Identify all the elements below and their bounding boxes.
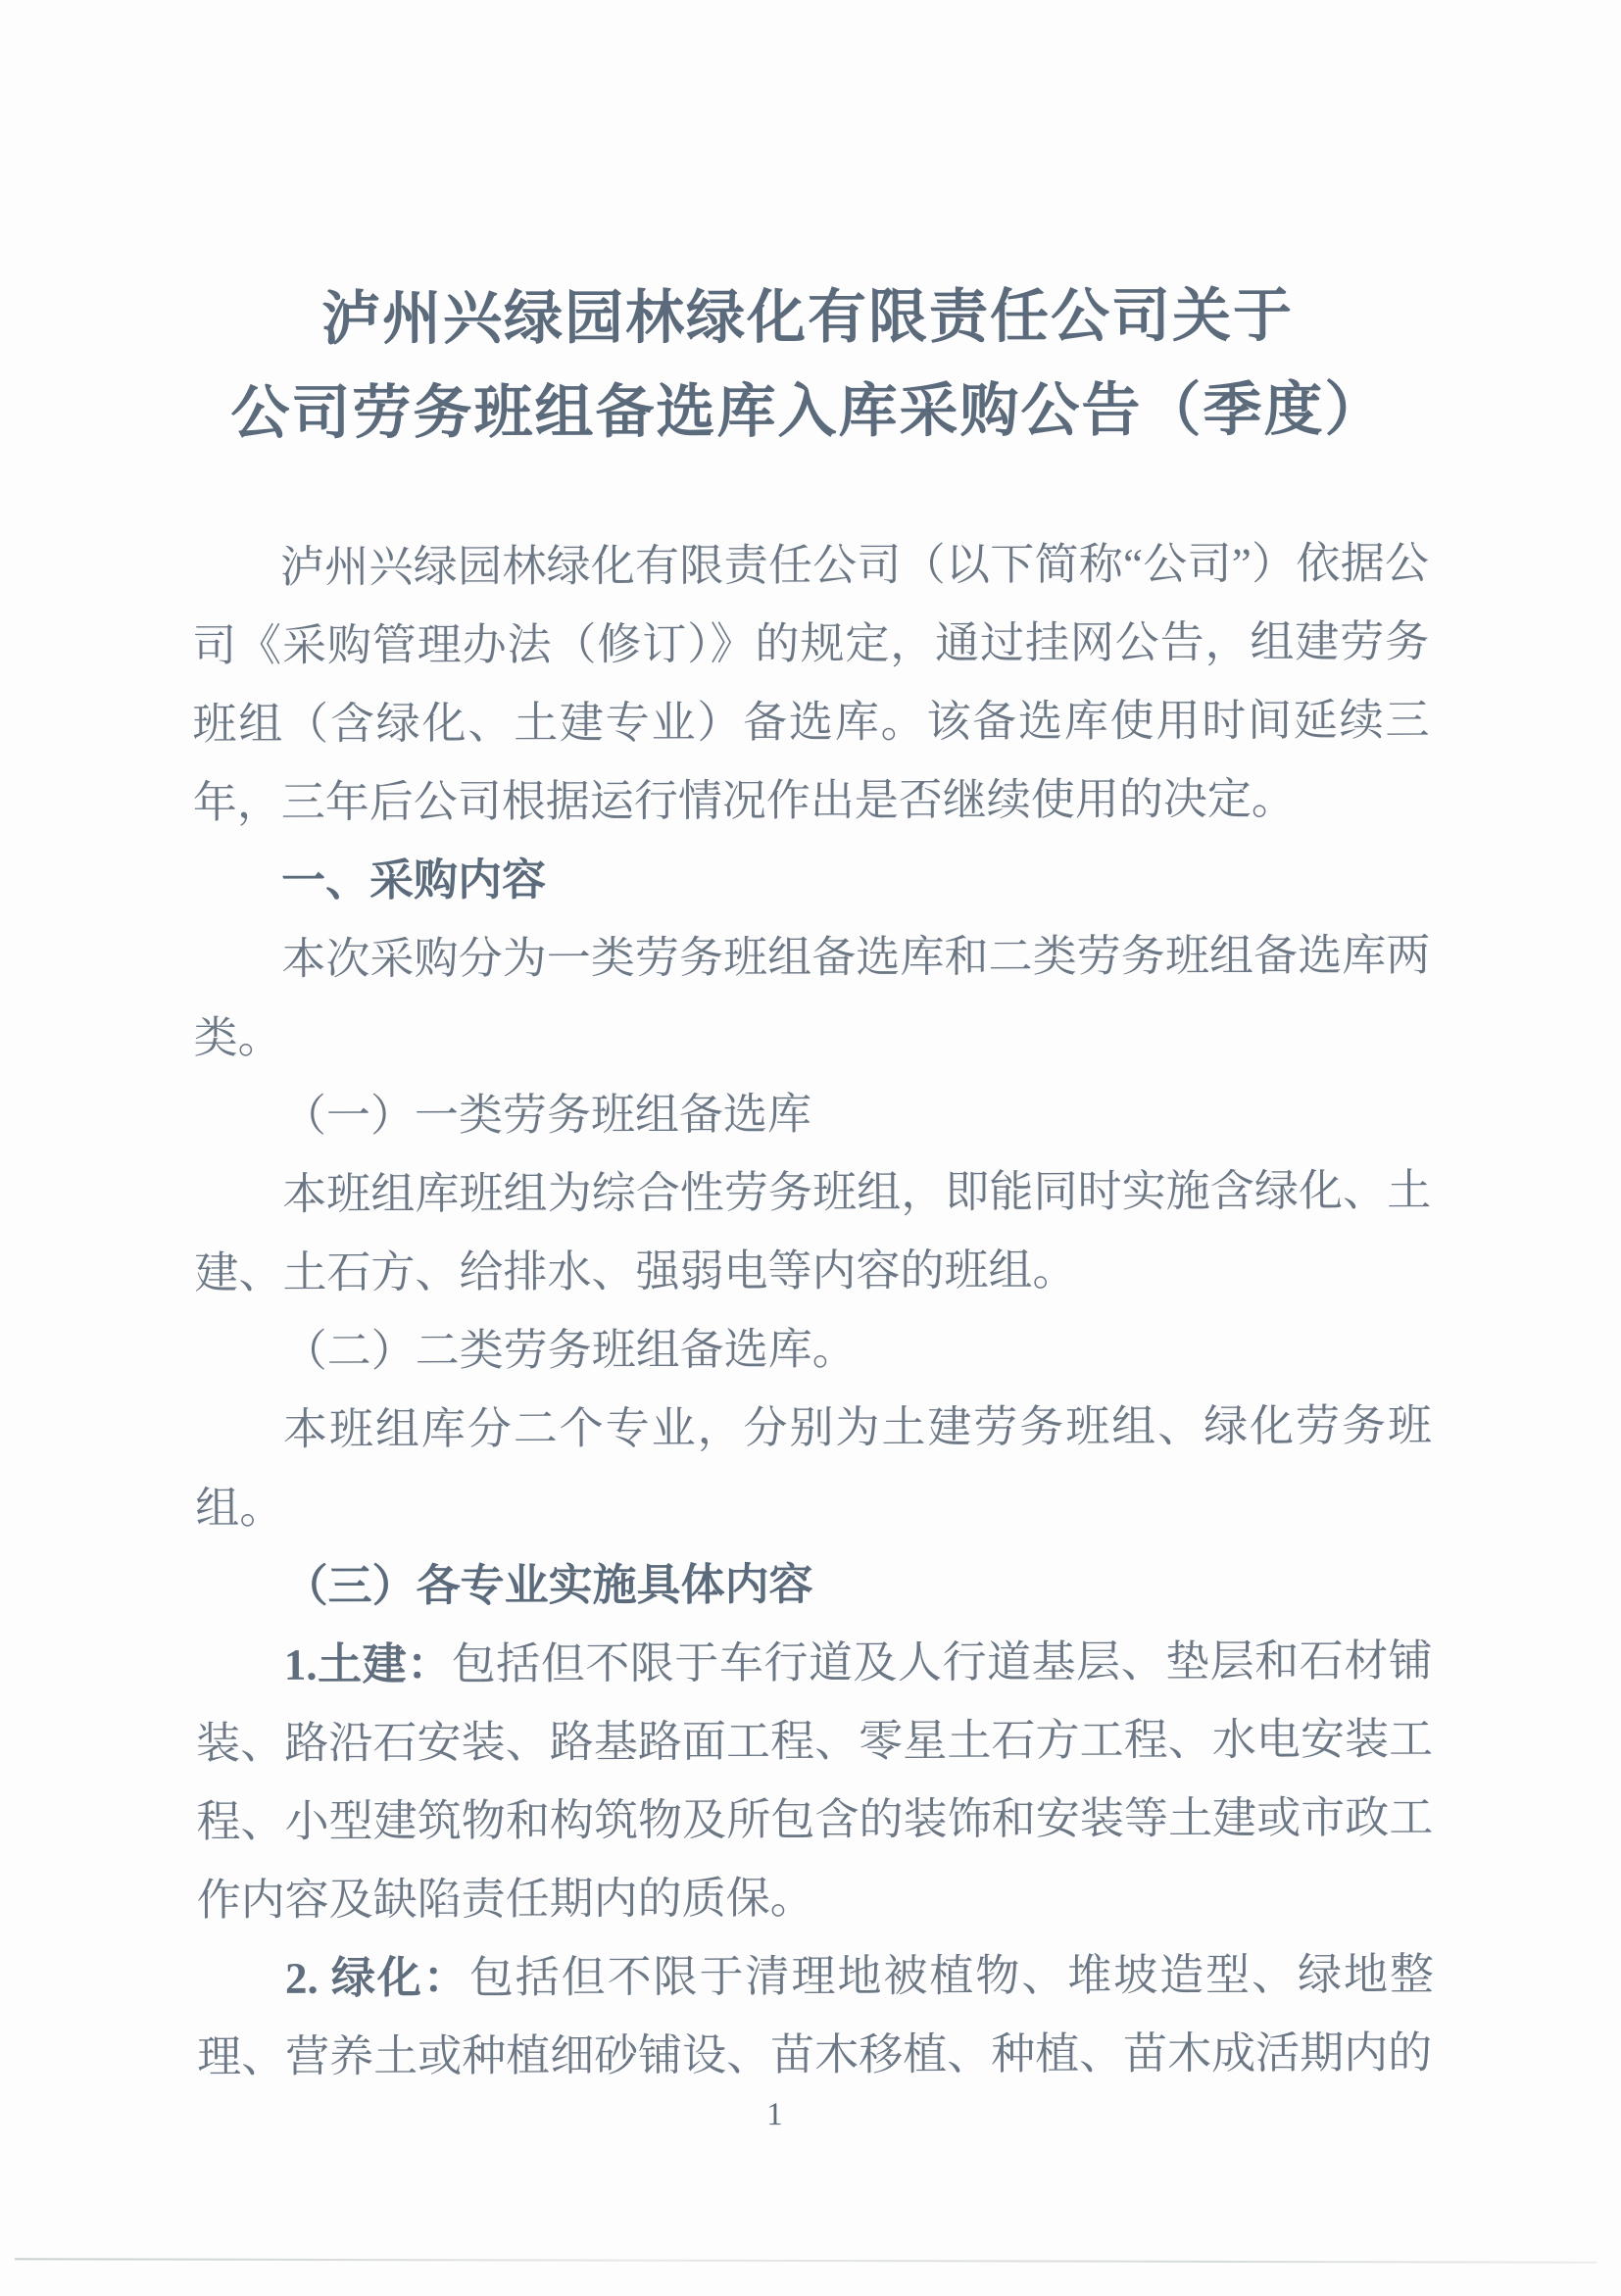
subsection-implementation-heading: （三）各专业实施具体内容 bbox=[283, 1558, 813, 1611]
paragraph-category-overview: 本次采购分为一类劳务班组备选库和二类劳务班组备选库两类。 bbox=[193, 930, 1431, 1063]
section-heading-procurement-content: 一、采购内容 bbox=[280, 854, 547, 905]
civil-works-text: 包括但不限于车行道及人行道基层、垫层和石材铺装、路沿石安装、路基路面工程、零星土石方工程、水电安装工程、小型建筑物和构筑物及所包含的装饰和安装等土建或市政工作内容及缺陷责任期内的质保。 bbox=[196, 1636, 1434, 1926]
title-line-2: 公司劳务班组备选库入库采购公告（季度） bbox=[230, 375, 1386, 447]
document-body bbox=[192, 524, 1435, 2096]
subsection-type1-heading: （一）一类劳务班组备选库 bbox=[281, 1089, 811, 1141]
paragraph-type1-description: 本班组库班组为综合性劳务班组，即能同时实施含绿化、土建、土石方、给排水、强弱电等内容的班组。 bbox=[194, 1165, 1432, 1298]
title-line-1: 泸州兴绿园林绿化有限责任公司关于 bbox=[320, 282, 1295, 352]
paragraph-type2-description: 本班组库分二个专业，分别为土建劳务班组、绿化劳务班组。 bbox=[195, 1400, 1433, 1534]
greening-works-text: 包括但不限于清理地被植物、堆坡造型、绿地整理、营养土或种植细砂铺设、苗木移植、种植、苗木成活期内的 bbox=[197, 1949, 1435, 2082]
paragraph-civil-works bbox=[196, 1622, 1434, 1939]
intro-paragraph: 泸州兴绿园林绿化有限责任公司（以下简称“公司”）依据公司《采购管理办法（修订）》的规定，通过挂网公告，组建劳务班组（含绿化、土建专业）备选库。该备选库使用时间延续三年，三年后公司根据运行情况作出是否继续使用的决定。 bbox=[192, 538, 1430, 828]
subsection-type2-heading: （二）二类劳务班组备选库。 bbox=[282, 1324, 857, 1376]
page-number: 1 bbox=[766, 2097, 783, 2133]
document-title bbox=[36, 268, 1580, 461]
paragraph-greening-works bbox=[197, 1935, 1435, 2096]
greening-works-label: 2. 绿化： bbox=[284, 1953, 469, 2003]
page-footer bbox=[3, 2094, 1621, 2136]
civil-works-label: 1.土建： bbox=[283, 1639, 452, 1689]
